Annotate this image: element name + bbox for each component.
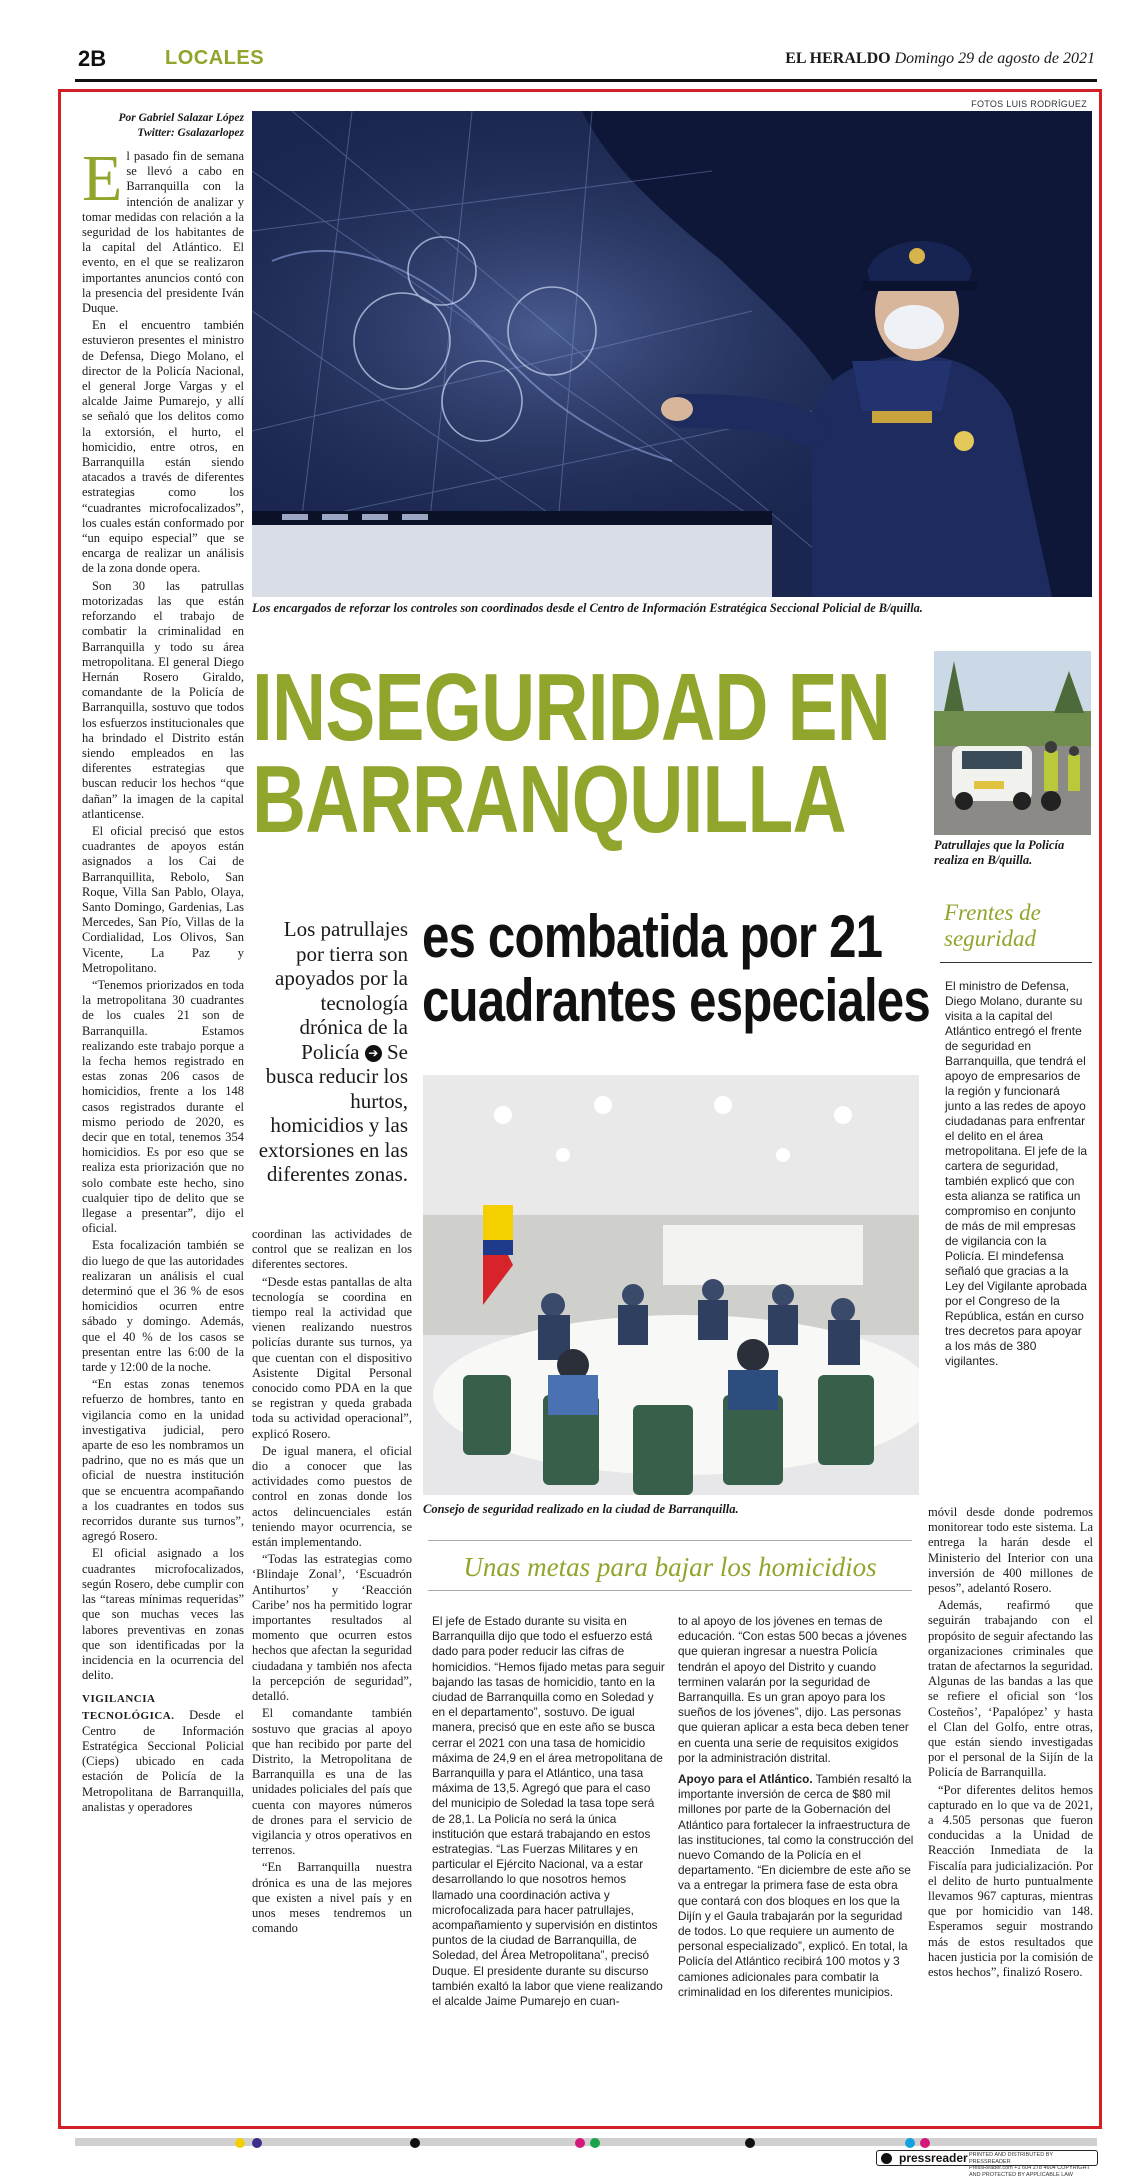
pressreader-small: PRINTED AND DISTRIBUTED BY PRESSREADER xyxy=(969,2152,1053,2165)
registration-mark xyxy=(410,2138,420,2148)
pressreader-logo-icon xyxy=(881,2153,892,2164)
paragraph: Esta focalización también se dio luego de que las autoridades realizaran un análisis el cual determinó que el 36 % de esos homicidios ocurren entre sábado y domingo. Además, que el 40 % de los casos se presentan entre las 6:00 de la tarde y 12:00 de la noche. xyxy=(82,1238,244,1375)
newspaper-name: EL HERALDO xyxy=(785,50,891,67)
box-column-1 xyxy=(432,1614,668,2114)
registration-mark xyxy=(235,2138,245,2148)
paragraph: El comandante también sostuvo que gracias al apoyo que han recibido por parte del Distrito, la Metropolitana de Barranquilla es una de las unidades policiales del país que cuenta con mayores números de drones para el servicio de vigilancia y otros operativos en terrenos. xyxy=(252,1706,412,1858)
pressreader-info xyxy=(969,2152,1094,2178)
box-rule-bottom xyxy=(428,1590,912,1591)
registration-mark xyxy=(252,2138,262,2148)
masthead xyxy=(75,44,1095,80)
masthead-rule xyxy=(75,79,1097,82)
sub-headline-line-2: cuadrantes especiales xyxy=(422,967,930,1034)
arrow-right-icon: ➔ xyxy=(365,1045,382,1062)
pressreader-contact: PressReader.com +1 604 278 4604 COPYRIGHT AND PROTECTED BY APPLICABLE LAW xyxy=(969,2165,1090,2178)
paragraph: En el encuentro también estuvieron presentes el ministro de Defensa, Diego Molano, el director de la Policía Nacional, el general Jorge Vargas y el alcalde Jaime Pumarejo, y allí se señaló que los delitos como la extorsión, el hurto, el homicidio, entre otros, en Barranquilla están siendo atacados a través de diferentes estrategias como los “cuadrantes microfocalizados”, los cuales están conformado por “un equipo especial” que se encarga de realizar un análisis de la zona donde opera. xyxy=(82,318,244,576)
paragraph: El oficial asignado a los cuadrantes microfocalizados, según Rosero, debe cumplir con las “tareas mínimas requeridas” que son muchas veces las labores preventivas en zonas que son identificadas por la incidencia en la ocurrencia del delito. xyxy=(82,1546,244,1683)
summary-text-1: Los patrullajes por tierra son apoyados por la tecnología drónica de la Policía xyxy=(275,917,408,1064)
inline-subhead: VIGILANCIA TECNOLÓGICA. xyxy=(82,1693,175,1722)
paragraph-text: Desde el Centro de Información Estratégica Seccional Policial (Cieps) ubicado en cada estación de Policía de la Metropolitana de Barranquilla, analistas y operadores xyxy=(82,1707,244,1814)
paragraph: Son 30 las patrullas motorizadas las que están reforzando el trabajo de combatir la criminalidad en Barranquilla y todo su área metropolitana. El general Diego Hernán Rosero Giraldo, comandante de la Policía de Barranquilla, sostuvo que todos los esfuerzos institucionales que ha brindado el Distrito están siendo empleados en las diferentes estrategias que buscan reducir los hechos “que dañan” la imagen de la capital atlanticense. xyxy=(82,578,244,821)
paragraph: De igual manera, el oficial dio a conocer que las actividades como puestos de control en zonas donde los actos delincuenciales están teniendo mayor ocurrencia, se están implementando. xyxy=(252,1443,412,1550)
hero-photo xyxy=(252,111,1092,597)
photo-credit: FOTOS LUIS RODRÍGUEZ xyxy=(971,99,1087,109)
summary-text-2: Se busca reducir los hurtos, homicidios y las extorsiones en las diferentes zonas. xyxy=(258,1039,408,1186)
page-number: 2B xyxy=(78,46,107,71)
patrol-photo xyxy=(934,651,1091,835)
pressreader-brand: pressreader xyxy=(899,2151,968,2165)
summary-deck xyxy=(258,917,408,1187)
paragraph: “En Barranquilla nuestra drónica es una de las mejores que existen a nivel país y en unos meses tendremos un comando xyxy=(252,1860,412,1936)
hero-photo-illustration xyxy=(252,111,1092,597)
lead-text: l pasado fin de semana se llevó a cabo en Barranquilla con la intención de analizar y tomar medidas con relación a la seguridad de los habitantes de la capital del Atlántico. El evento, en el que se realizaron importantes anuncios contó con la presencia del presidente Iván Duque. xyxy=(82,149,244,316)
paragraph: “Tenemos priorizados en toda la metropolitana 30 cuadrantes de los cuales 21 son de Barranquilla. Estamos realizando este trabajo porque a la fecha hemos registrado en estas zonas 206 casos de homicidios, frente a los 148 casos registrados durante el mismo periodo de 2020, es decir que en total, tenemos 354 homicidios. Es por eso que se realiza esta priorización que no solo combate este hecho, sino cualquier tipo de delito que se llegase a presentar”, dijo el oficial. xyxy=(82,977,244,1236)
registration-mark xyxy=(590,2138,600,2148)
box-text: to al apoyo de los jóvenes en temas de educación. “Con estas 500 becas a jóvenes que quieran ingresar a nuestra Policía tendrán el apoyo del Distrito y cuando terminen valarán por la seguridad de Barranquilla. Es un gran apoyo para los sueños de los jóvenes”, dijo. Las personas que quieran aplicar a esta beca deben tener en cuenta una serie de requisitos exigidos por la administración distrital. xyxy=(678,1614,909,1765)
meeting-caption: Consejo de seguridad realizado en la ciudad de Barranquilla. xyxy=(423,1502,739,1516)
patrol-caption: Patrullajes que la Policía realiza en B/quilla. xyxy=(934,838,1065,867)
headline xyxy=(252,654,891,853)
patrol-photo-illustration xyxy=(934,651,1091,835)
hero-caption: Los encargados de reforzar los controles son coordinados desde el Centro de Información Estratégica Seccional Policial de B/quilla. xyxy=(252,601,923,615)
drop-cap: E xyxy=(82,142,123,215)
box-text: El jefe de Estado durante su visita en Barranquilla dijo que todo el esfuerzo está dado para poder reducir las cifras de homicidios. “Hemos fijado metas para seguir bajando las tasas de homicidio, tanto en la ciudad de Barranquilla como en Soledad y en el departamento”, sostuvo. De igual manera, precisó que en este año se busca cerrar el 2021 con una tasa de homicidio máxima de 24,9 en el área metropolitana de Barranquilla y para el Atlántico, una tasa máxima de 13,5. Agregó que para el caso del municipio de Soledad la tasa tope será de 28,1. La Policía no será la única institución que estará trabajando en estos estrategias. “Las Fuerzas Militares y en particular el Ejército Nacional, va a estar desarrollando lo que nosotros hemos llamado una coordinación activa y microfocalizada para hacer patrullajes, acompañamiento y supervisión en distintos puntos de la ciudad de Barranquilla, de Soledad, del Área Metropolitana”, precisó Duque. El presidente durante su discurso también exaltó la labor que viene realizando el alcalde Jaime Pumarejo en cuan- xyxy=(432,1614,665,2009)
registration-mark xyxy=(745,2138,755,2148)
paragraph: “Por diferentes delitos hemos capturado en lo que va de 2021, a 4.505 personas que fueron conducidas a la Unidad de Reacción Inmediata de la Fiscalía para judicialización. Por el delito de hurto puntualmente llevamos 967 capturas, mientras que por homicidio van 148. Esperamos seguir mostrando más de estos resultados que hacen justicia por la comisión de estos hechos”, finalizó Rosero. xyxy=(928,1782,1093,1980)
sidebar-body: El ministro de Defensa, Diego Molano, durante su visita a la capital del Atlántico entregó el frente de seguridad en Barranquilla, que tendrá el apoyo de empresarios de la región y funcionará junto a las redes de apoyo ciudadanas para enfrentar el delito en el área metropolitana. El jefe de la cartera de seguridad, también explicó que con esta alianza se ratifica un compromiso en conjunto de más de mil empresas de vigilancia con la Policía. El mindefensa señaló que gracias a la Ley del Vigilante aprobada por el Congreso de la República, están en curso tres decretos para apoyar a los más de 380 vigilantes. xyxy=(945,979,1088,1368)
box-rule-top xyxy=(428,1540,912,1541)
paragraph: Además, reafirmó que seguirán trabajando con el propósito de seguir afectando las organizaciones criminales que tratan de afectarnos la seguridad. Algunas de las bandas a las que se refiere el oficial son ‘los Costeños’, ‘Papalópez’ y hasta el Clan del Golfo, entre otras, que están siendo investigadas por el personal de la Sijín de la Policía de Barranquilla. xyxy=(928,1598,1093,1780)
article-column-2 xyxy=(252,1227,412,2107)
registration-mark xyxy=(905,2138,915,2148)
pressreader-badge xyxy=(876,2150,1098,2178)
sub-headline xyxy=(422,903,930,1034)
headline-line-1: INSEGURIDAD EN xyxy=(252,654,891,761)
lead-paragraph xyxy=(82,142,244,316)
sub-headline-line-1: es combatida por 21 xyxy=(422,903,883,970)
section-name: LOCALES xyxy=(165,47,265,69)
newspaper-date xyxy=(785,50,1095,68)
byline-twitter: Twitter: Gsalazarlopez xyxy=(137,127,244,139)
registration-mark xyxy=(920,2138,930,2148)
paragraph: El oficial precisó que estos cuadrantes de apoyos están asignados a los Cai de Barranquillita, Rebolo, San Roque, Villa San Pablo, Olaya, Santo Domingo, Gardenias, Las Mercedes, San Pío, Villas de la Cordialidad, Los Olivos, San Vicente, La Paz y Metropolitano. xyxy=(82,823,244,975)
sidebar-title: Frentes de seguridad xyxy=(944,900,1041,951)
meeting-photo-illustration xyxy=(423,1075,919,1495)
paragraph: coordinan las actividades de control que se realizan en los diferentes sectores. xyxy=(252,1227,412,1272)
headline-line-2: BARRANQUILLA xyxy=(252,746,846,853)
meeting-photo xyxy=(423,1075,919,1495)
bottom-color-bar xyxy=(75,2138,1097,2146)
article-column-5 xyxy=(928,1505,1093,2105)
paragraph: “Desde estas pantallas de alta tecnología se coordina en tiempo real la actividad que vienen realizando nuestros policías durante sus turnos, ya que cuentan con el dispositivo Asistente Digital Personal conocido como PDA en la que se registran y queda grabada toda su actividad operacional”, explicó Rosero. xyxy=(252,1274,412,1441)
registration-mark xyxy=(575,2138,585,2148)
article-column-1 xyxy=(82,111,244,2091)
paragraph: “Todas las estrategias como ‘Blindaje Zonal’, ‘Escuadrón Antihurtos’ y ‘Reacción Caribe’ nos ha permitido lograr importantes resultados al momento que ocurren estos hechos que afectan la seguridad ciudadana y también nos afecta la percepción de seguridad”, detalló. xyxy=(252,1552,412,1704)
box-subhead: Apoyo para el Atlántico. xyxy=(678,1772,813,1787)
paragraph: móvil desde donde podremos monitorear todo este sistema. La entrega la harán desde el Ministerio del Interior con una inversión de 400 millones de pesos”, adelantó Rosero. xyxy=(928,1505,1093,1596)
box-paragraph xyxy=(678,1772,914,2000)
box-text: También resaltó la importante inversión de cerca de $80 mil millones por parte de la Gobernación del Atlántico para fortalecer la infraestructura de las instituciones, tal como la construcción del nuevo Comando de la Policía en el departamento. “En diciembre de este año se va a entregar la primera fase de esta obra que contará con dos bloques en los que la Dijín y el Gaula trabajarán por la seguridad de todos. Lo que requiere un aumento de personal especializado”, explicó. En total, la Policía del Atlántico recibirá 100 motos y 3 camiones adicionales para combatir la criminalidad en los diferentes municipios. xyxy=(678,1772,914,1999)
sidebar-rule xyxy=(940,962,1092,963)
issue-date: Domingo 29 de agosto de 2021 xyxy=(894,50,1095,67)
paragraph: “En estas zonas tenemos refuerzo de hombres, tanto en vigilancia como en la unidad investigativa judicial, pero aparte de eso les nombramos un padrino, que no es más que un oficial de nuestra institución que se encuentra acompañando a los cuadrantes en todos sus recorridos durante sus turnos”, agregó Rosero. xyxy=(82,1377,244,1544)
paragraph-subhead xyxy=(82,1691,244,1815)
box-column-2 xyxy=(678,1614,914,2114)
box-title: Unas metas para bajar los homicidios xyxy=(463,1552,877,1582)
byline xyxy=(82,111,244,141)
byline-author: Por Gabriel Salazar López xyxy=(118,112,244,124)
